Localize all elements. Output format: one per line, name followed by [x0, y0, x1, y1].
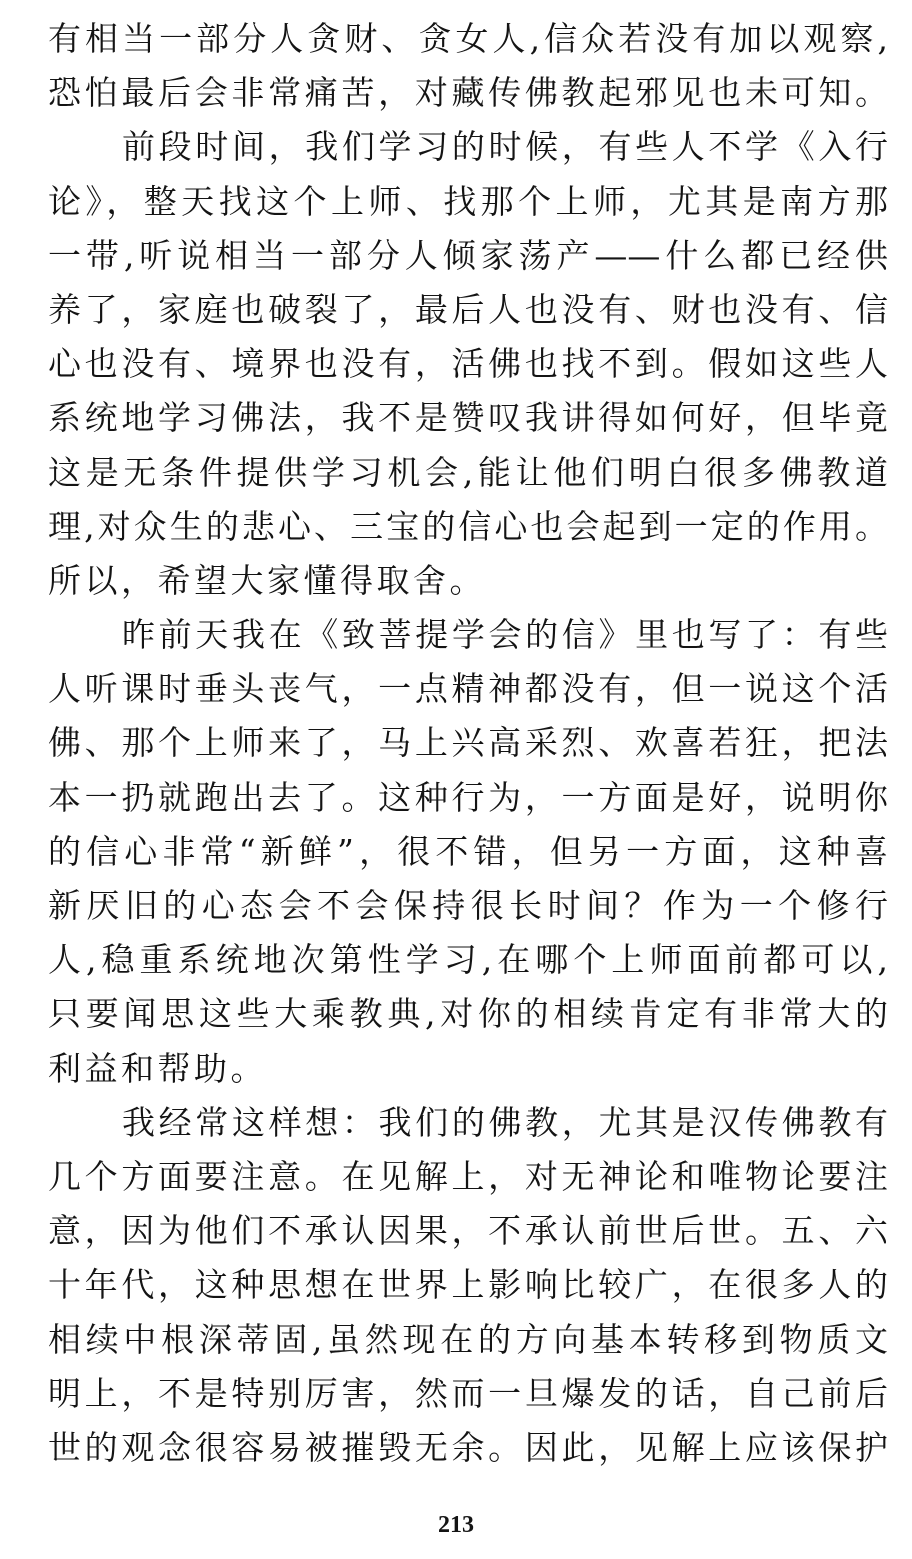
text-line: 人听课时垂头丧气，一点精神都没有，但一说这个活 — [48, 669, 888, 709]
text-line: 一带,听说相当一部分人倾家荡产——什么都已经供 — [48, 235, 888, 275]
text-line: 利益和帮助。 — [48, 1048, 267, 1088]
text-line: 佛、那个上师来了，马上兴高采烈、欢喜若狂，把法 — [48, 723, 888, 763]
text-line: 前段时间，我们学习的时候，有些人不学《入行 — [122, 127, 888, 167]
text-line: 十年代，这种思想在世界上影响比较广，在很多人的 — [48, 1265, 888, 1305]
text-line: 几个方面要注意。在见解上，对无神论和唯物论要注 — [48, 1156, 888, 1196]
page-number: 213 — [438, 1512, 474, 1538]
body-text — [48, 12, 888, 1475]
text-line: 人,稳重系统地次第性学习,在哪个上师面前都可以, — [48, 940, 888, 980]
text-line: 系统地学习佛法，我不是赞叹我讲得如何好，但毕竟 — [48, 398, 888, 438]
text-line: 我经常这样想：我们的佛教，尤其是汉传佛教有 — [122, 1102, 888, 1142]
text-line: 养了，家庭也破裂了，最后人也没有、财也没有、信 — [48, 289, 888, 329]
text-line: 明上，不是特别厉害，然而一旦爆发的话，自己前后 — [48, 1373, 888, 1413]
text-line: 论》，整天找这个上师、找那个上师，尤其是南方那 — [48, 181, 888, 221]
text-line: 只要闻思这些大乘教典,对你的相续肯定有非常大的 — [48, 994, 888, 1034]
text-line: 心也没有、境界也没有，活佛也找不到。假如这些人 — [48, 344, 888, 384]
text-line: 本一扔就跑出去了。这种行为，一方面是好，说明你 — [48, 777, 888, 817]
text-line: 这是无条件提供学习机会,能让他们明白很多佛教道 — [48, 452, 888, 492]
text-line: 新厌旧的心态会不会保持很长时间？作为一个修行 — [48, 886, 888, 925]
paragraph — [48, 1096, 888, 1475]
text-line: 昨前天我在《致菩提学会的信》里也写了：有些 — [122, 615, 888, 655]
text-line: 的信心非常“新鲜”，很不错，但另一方面，这种喜 — [48, 831, 888, 871]
text-line: 恐怕最后会非常痛苦，对藏传佛教起邪见也未可知。 — [48, 73, 888, 113]
text-line: 有相当一部分人贪财、贪女人,信众若没有加以观察, — [48, 19, 888, 58]
text-line: 意，因为他们不承认因果，不承认前世后世。五、六 — [48, 1211, 888, 1251]
text-line: 理,对众生的悲心、三宝的信心也会起到一定的作用。 — [48, 506, 888, 546]
paragraph — [48, 120, 888, 608]
paragraph — [48, 608, 888, 1096]
text-line: 相续中根深蒂固,虽然现在的方向基本转移到物质文 — [48, 1319, 888, 1359]
text-line: 所以，希望大家懂得取舍。 — [48, 560, 486, 600]
text-line: 世的观念很容易被摧毁无余。因此，见解上应该保护 — [48, 1427, 888, 1467]
paragraph-continuation — [48, 12, 888, 120]
